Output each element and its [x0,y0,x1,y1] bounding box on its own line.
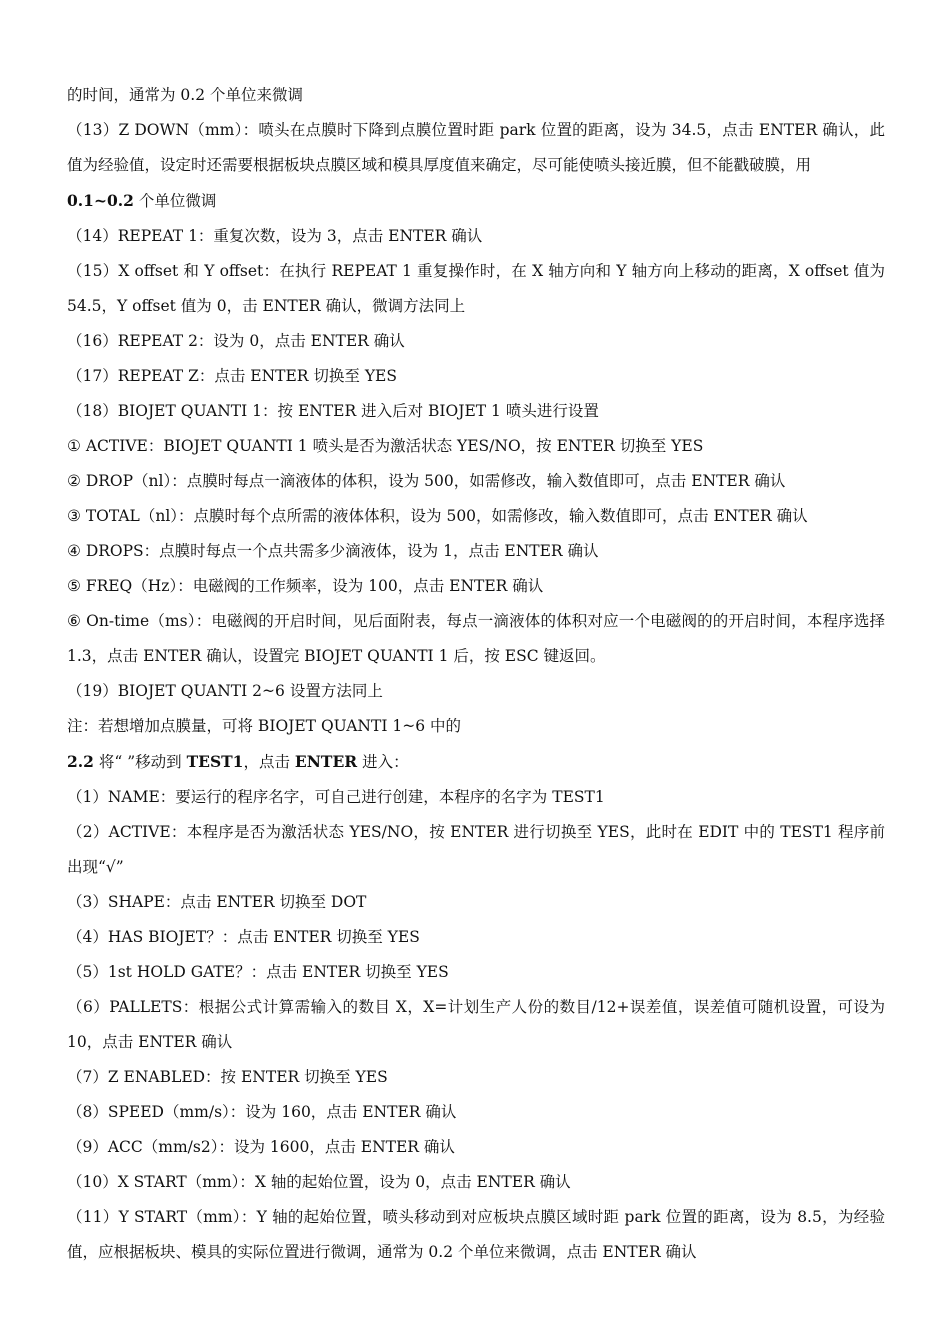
text-run: 将“ ”移动到 [93,753,187,771]
paragraph-pallets: （6）PALLETS：根据公式计算需输入的数目 X，X=计划生产人份的数目/12+误差值，误差值可随机设置，可设为 10，点击 ENTER 确认 [67,998,885,1051]
paragraph-freq: ⑤ FREQ（Hz）：电磁阀的工作频率，设为 100，点击 ENTER 确认 [67,577,544,595]
text-run: 个单位微调 [133,192,217,210]
text-run: ，点击 [243,753,295,771]
section-number: 2.2 [67,752,94,771]
paragraph-biojet-2-6: （19）BIOJET QUANTI 2~6 设置方法同上 [67,682,383,700]
document-page [67,78,885,1270]
paragraph-speed: （8）SPEED（mm/s）：设为 160，点击 ENTER 确认 [67,1103,457,1121]
paragraph-drops: ④ DROPS：点膜时每点一个点共需多少滴液体，设为 1，点击 ENTER 确认 [67,542,599,560]
paragraph-hold-gate: （5）1st HOLD GATE？：点击 ENTER 切换至 YES [67,963,449,981]
paragraph-drop: ② DROP（nl）：点膜时每点一滴液体的体积，设为 500，如需修改，输入数值即可，点击 ENTER 确认 [67,472,786,490]
paragraph-active-program: （2）ACTIVE：本程序是否为激活状态 YES/NO，按 ENTER 进行切换至 YES，此时在 EDIT 中的 TEST1 程序前出现“√” [67,823,885,876]
paragraph-y-start: （11）Y START（mm）：Y 轴的起始位置，喷头移动到对应板块点膜区域时距 park 位置的距离，设为 8.5，为经验值，应根据板块、模具的实际位置进行微调，通常为 0.2 个单位来微调，点击 ENTER 确认 [67,1208,885,1261]
paragraph-repeat-2: （16）REPEAT 2：设为 0，点击 ENTER 确认 [67,332,405,350]
paragraph-name: （1）NAME：要运行的程序名字，可自己进行创建，本程序的名字为 TEST1 [67,788,605,806]
text-run: 进入： [357,753,409,771]
paragraph-z-enabled: （7）Z ENABLED：按 ENTER 切换至 YES [67,1068,388,1086]
key-name: ENTER [294,752,358,771]
paragraph-offset: （15）X offset 和 Y offset：在执行 REPEAT 1 重复操作时，在 X 轴方向和 Y 轴方向上移动的距离，X offset 值为 54.5，Y offset 值为 0，击 ENTER 确认，微调方法同上 [67,262,885,315]
paragraph-shape: （3）SHAPE：点击 ENTER 切换至 DOT [67,893,367,911]
program-name: TEST1 [186,752,244,771]
paragraph-acc: （9）ACC（mm/s2）：设为 1600，点击 ENTER 确认 [67,1138,455,1156]
paragraph-repeat-1: （14）REPEAT 1：重复次数，设为 3，点击 ENTER 确认 [67,227,483,245]
paragraph-z-down: （13）Z DOWN（mm）：喷头在点膜时下降到点膜位置时距 park 位置的距离，设为 34.5，点击 ENTER 确认，此值为经验值，设定时还需要根据板块点膜区域和模具厚度值来确定，尽可能使喷头接近膜，但不能戳破膜，用 [67,121,885,174]
paragraph-1: 的时间，通常为 0.2 个单位来微调 [67,86,304,104]
bold-range: 0.1~0.2 [67,191,134,210]
paragraph-note: 注：若想增加点膜量，可将 BIOJET QUANTI 1~6 中的 [67,717,462,735]
paragraph-x-start: （10）X START（mm）：X 轴的起始位置，设为 0，点击 ENTER 确认 [67,1173,571,1191]
paragraph-has-biojet: （4）HAS BIOJET？：点击 ENTER 切换至 YES [67,928,420,946]
paragraph-repeat-z: （17）REPEAT Z：点击 ENTER 切换至 YES [67,367,397,385]
paragraph-active: ① ACTIVE：BIOJET QUANTI 1 喷头是否为激活状态 YES/NO，按 ENTER 切换至 YES [67,437,704,455]
paragraph-z-down-fine [67,183,885,219]
section-heading-2-2 [67,744,885,780]
paragraph-on-time: ⑥ On-time（ms）：电磁阀的开启时间，见后面附表，每点一滴液体的体积对应一个电磁阀的的开启时间，本程序选择 1.3，点击 ENTER 确认，设置完 BIOJET QUANTI 1 后，按 ESC 键返回。 [67,612,885,665]
paragraph-total: ③ TOTAL（nl）：点膜时每个点所需的液体体积，设为 500，如需修改，输入数值即可，点击 ENTER 确认 [67,507,808,525]
paragraph-biojet-1: （18）BIOJET QUANTI 1：按 ENTER 进入后对 BIOJET 1 喷头进行设置 [67,402,599,420]
